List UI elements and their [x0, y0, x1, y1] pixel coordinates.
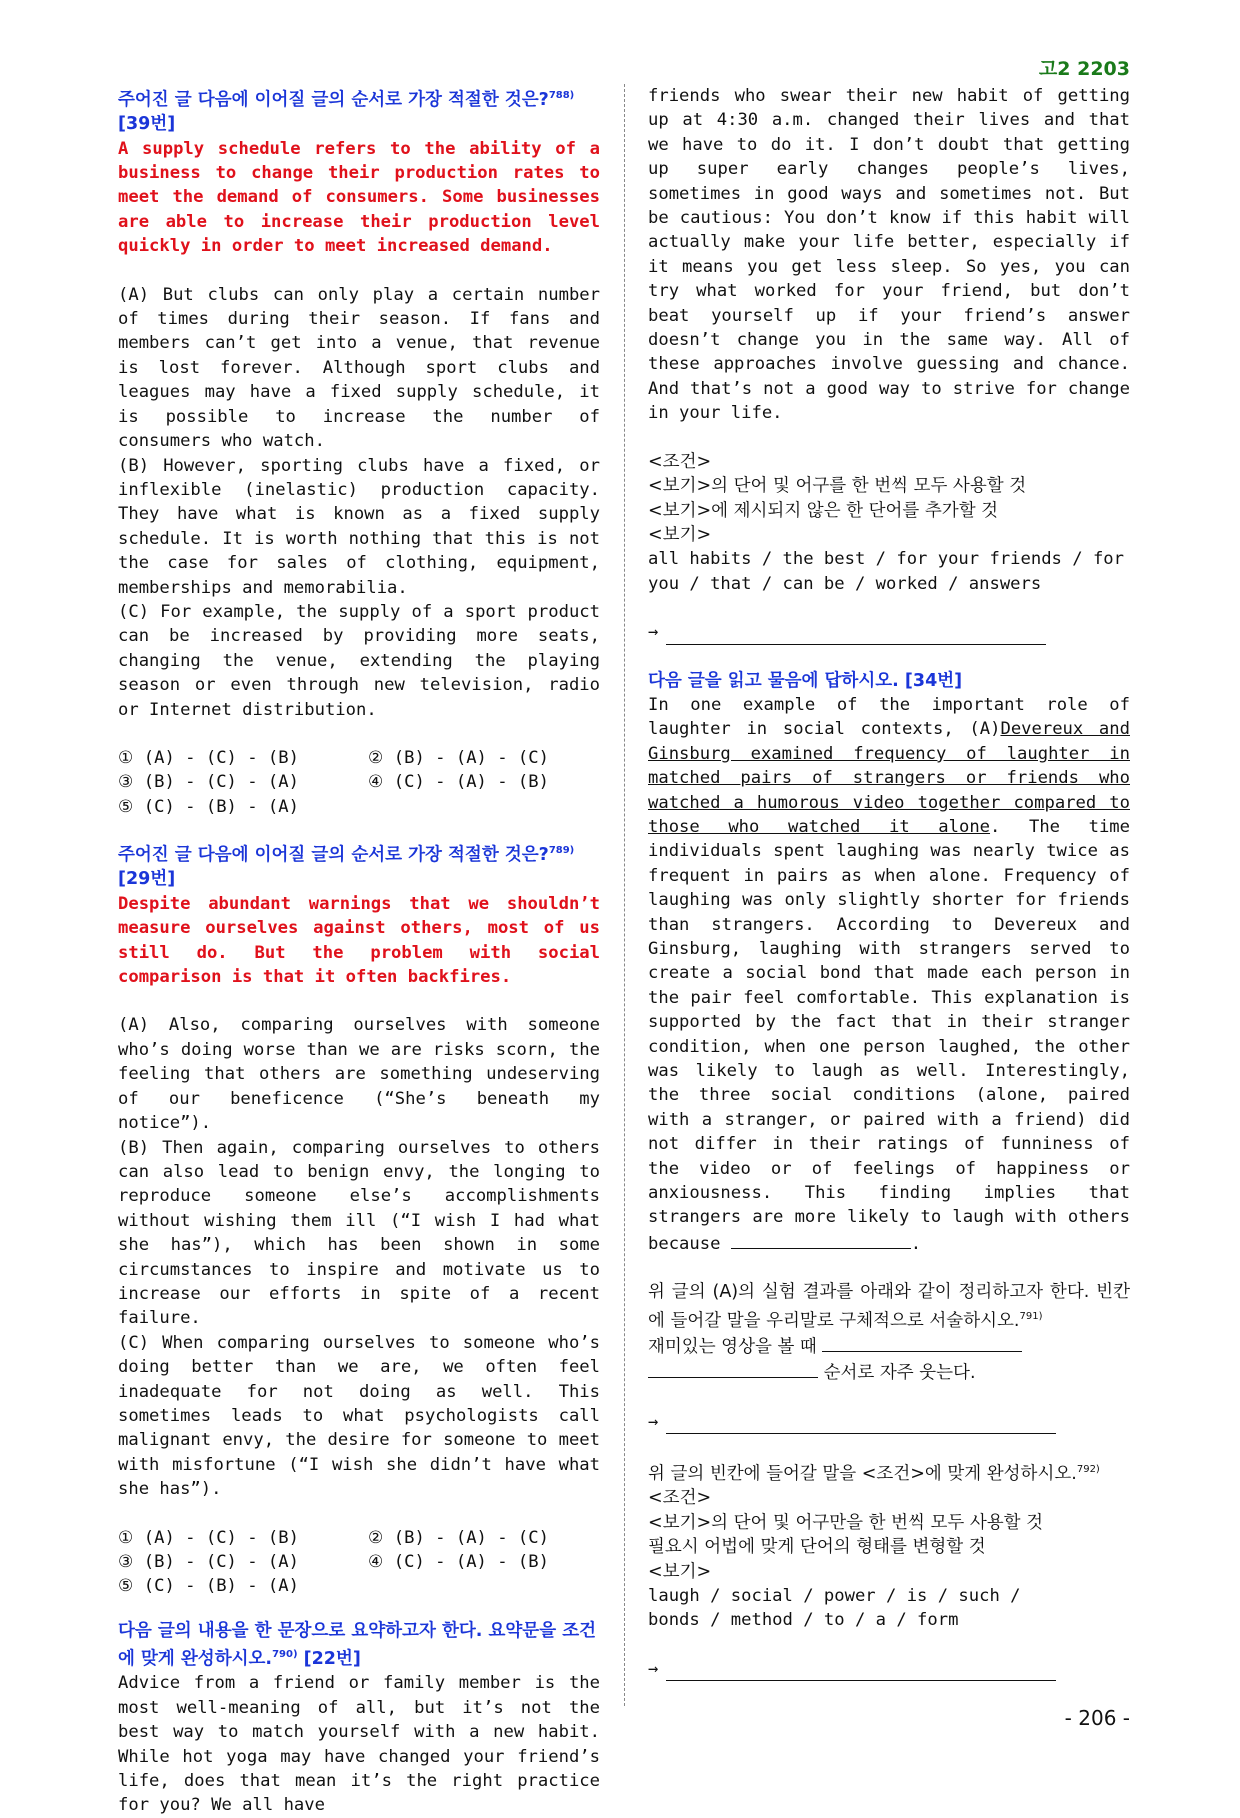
sub-question: 위 글의 (A)의 실험 결과를 아래와 같이 정리하고자 한다. 빈칸에 들어갈 말을 우리말로 구체적으로 서술하시오.$^{791)}$	[648, 1282, 1130, 1331]
word-box: bonds / method / to / a / form	[648, 1610, 959, 1631]
word-box-heading: <보기>	[648, 1561, 712, 1582]
arrow-icon: →	[648, 1658, 659, 1679]
answer-blank[interactable]	[666, 1415, 1056, 1434]
question-number: 791)	[1019, 1310, 1043, 1322]
condition-item: <보기>의 단어 및 어구를 한 번씩 모두 사용할 것	[648, 476, 1027, 497]
answer-options	[118, 746, 600, 819]
passage: In one example of the important role of laughter in social contexts, (A)Devereux and Ginsburg examined frequency of laughter in matched pairs of strangers or friends who watched a humorous video together compared to those who watched it alone. The time individuals spent laughing was nearly twice as frequent in pairs as when alone. Frequency of laughing was only slightly shorter for friends than strangers. According to Devereux and Ginsburg, laughing with strangers served to create a social bond that made each person in the pair feel comfortable. This explanation is supported by the fact that in their stranger condition, when one person laughed, the other was likely to laugh as well. Interestingly, the three social conditions (alone, paired with a stranger, or paired with a friend) did not differ in their ratings of funniness of the video or of feelings of happiness or anxiousness. This finding implies that strangers are more likely to laugh with others because .	[648, 694, 1130, 1254]
question-number: 790)	[272, 1649, 298, 1661]
question-title: 다음 글을 읽고 물음에 답하시오. [34번]	[648, 670, 963, 691]
condition-item: <보기>의 단어 및 어구만을 한 번씩 모두 사용할 것	[648, 1512, 1044, 1533]
answer-blank[interactable]	[666, 1662, 1056, 1681]
condition-heading: <조건>	[648, 451, 712, 472]
question-number: 792)	[1076, 1464, 1100, 1476]
answer-options	[118, 1526, 600, 1599]
answer-option[interactable]: ③ (B) - (C) - (A)	[118, 1552, 299, 1572]
answer-option[interactable]: ⑤ (C) - (B) - (A)	[118, 1576, 299, 1597]
word-box: laugh / social / power / is / such /	[648, 1586, 1021, 1606]
answer-option[interactable]: ② (B) - (A) - (C)	[368, 1527, 549, 1548]
question-number: 789)	[548, 845, 575, 857]
answer-option[interactable]: ⑤ (C) - (B) - (A)	[118, 796, 299, 817]
summary-line: 재미있는 영상을 볼 때	[648, 1333, 1130, 1359]
condition-item: 필요시 어법에 맞게 단어의 형태를 변형할 것	[648, 1537, 986, 1558]
condition-heading: <조건>	[648, 1488, 712, 1509]
passage-continued: friends who swear their new habit of getting up at 4:30 a.m. changed their lives and that we have to do it. I don’t doubt that getting up super early changes people’s lives, sometimes in good ways and sometimes not. But be cautious: You don’t know if this habit will actually make your life better, especially if it means you get less sleep. So yes, you can try what worked for your friend, but don’t beat yourself up if your friend’s answer doesn’t change you in the same way. All of these approaches involve guessing and chance. And that’s not a good way to strive for change in your life.	[648, 86, 1130, 424]
answer-option[interactable]: ① (A) - (C) - (B)	[118, 747, 299, 768]
page-header-label: 고2 2203	[1038, 58, 1130, 80]
answer-option[interactable]: ④ (C) - (A) - (B)	[368, 772, 549, 793]
word-box-heading: <보기>	[648, 524, 712, 545]
given-passage: A supply schedule refers to the ability of a business to change their production rates to meet the demand of consumers. Some businesses are able to increase their production level quickly in order to meet increased demand.	[118, 138, 600, 257]
answer-option[interactable]: ② (B) - (A) - (C)	[368, 747, 549, 768]
passage: Advice from a friend or family member is the most well-meaning of all, but it’s not the best way to match yourself with a new habit. While hot yoga may have changed your friend’s life, does that mean it’s the right practice for you? We all have	[118, 1673, 600, 1816]
answer-line[interactable]	[648, 1657, 1130, 1681]
answer-option[interactable]: ① (A) - (C) - (B)	[118, 1527, 299, 1548]
paragraph-b: (B) Then again, comparing ourselves to others can also lead to benign envy, the longing to reproduce someone else’s accomplishments without wishing them ill (“I wish I had what she has”), which has been shown in some circumstances to inspire and motivate us to increase our efforts in spite of a recent failure.	[118, 1137, 600, 1329]
answer-option[interactable]: ④ (C) - (A) - (B)	[368, 1552, 549, 1572]
word-box: all habits / the best / for your friends / for you / that / can be / worked / answers	[648, 549, 1124, 594]
question-title: 주어진 글 다음에 이어질 글의 순서로 가장 적절한 것은?$^{789)}$ [29번]	[118, 845, 575, 890]
paragraph-c: (C) When comparing ourselves to someone who’s doing better than we are, we often feel inadequate for not doing as well. This sometimes leads to what psychologists call malignant envy, the desire for someone to meet with misfortune (“I wish she didn’t have what she has”).	[118, 1332, 600, 1500]
column-divider	[624, 84, 625, 1706]
left-column	[118, 84, 600, 1818]
question-title: 다음 글의 내용을 한 문장으로 요약하고자 한다. 요약문을 조건에 맞게 완성하시오.$^{790)}$ [22번]	[118, 1620, 597, 1670]
arrow-icon: →	[648, 1411, 659, 1432]
answer-line[interactable]	[648, 1410, 1130, 1434]
arrow-icon: →	[648, 622, 659, 643]
condition-item: <보기>에 제시되지 않은 한 단어를 추가할 것	[648, 500, 999, 521]
passage-blank[interactable]	[731, 1230, 911, 1249]
right-column	[648, 84, 1130, 1681]
paragraph-a: (A) Also, comparing ourselves with someone who’s doing worse than we are risks scorn, the feeling that others are something undeserving of our beneficence (“She’s beneath my notice”).	[118, 1015, 600, 1134]
answer-option[interactable]: ③ (B) - (C) - (A)	[118, 772, 299, 793]
question-title: 주어진 글 다음에 이어질 글의 순서로 가장 적절한 것은?$^{788)}$ [39번]	[118, 89, 575, 135]
answer-blank[interactable]	[822, 1333, 1022, 1352]
summary-line: 순서로 자주 웃는다.	[648, 1359, 1130, 1385]
answer-line[interactable]	[648, 620, 1130, 644]
page-number: - 206 -	[1064, 1706, 1130, 1730]
paragraph-a: (A) But clubs can only play a certain number of times during their season. If fans and members can’t get into a venue, that revenue is lost forever. Although sport clubs and leagues may have a fixed supply schedule, it is possible to increase the number of consumers who watch.	[118, 284, 600, 452]
answer-blank[interactable]	[648, 1359, 818, 1378]
paragraph-b: (B) However, sporting clubs have a fixed, or inflexible (inelastic) production capacity. They have what is known as a fixed supply schedule. It is worth nothing that this is not the case for sales of clothing, equipment, memberships and memorabilia.	[118, 455, 600, 598]
paragraph-c: (C) For example, the supply of a sport product can be increased by providing more seats, changing the venue, extending the playing season or even through new television, radio or Internet distribution.	[118, 601, 600, 720]
answer-blank[interactable]	[666, 626, 1046, 645]
given-passage: Despite abundant warnings that we shouldn’t measure ourselves against others, most of us still do. But the problem with social comparison is that it often backfires.	[118, 893, 600, 988]
underlined-sentence: Devereux and Ginsburg examined frequency of laughter in matched pairs of strangers or friends who watched a humorous video together compared to those who watched it alone	[648, 719, 1130, 837]
question-number: 788)	[548, 90, 575, 101]
sub-question: 위 글의 빈칸에 들어갈 말을 <조건>에 맞게 완성하시오.$^{792)}$	[648, 1463, 1100, 1484]
